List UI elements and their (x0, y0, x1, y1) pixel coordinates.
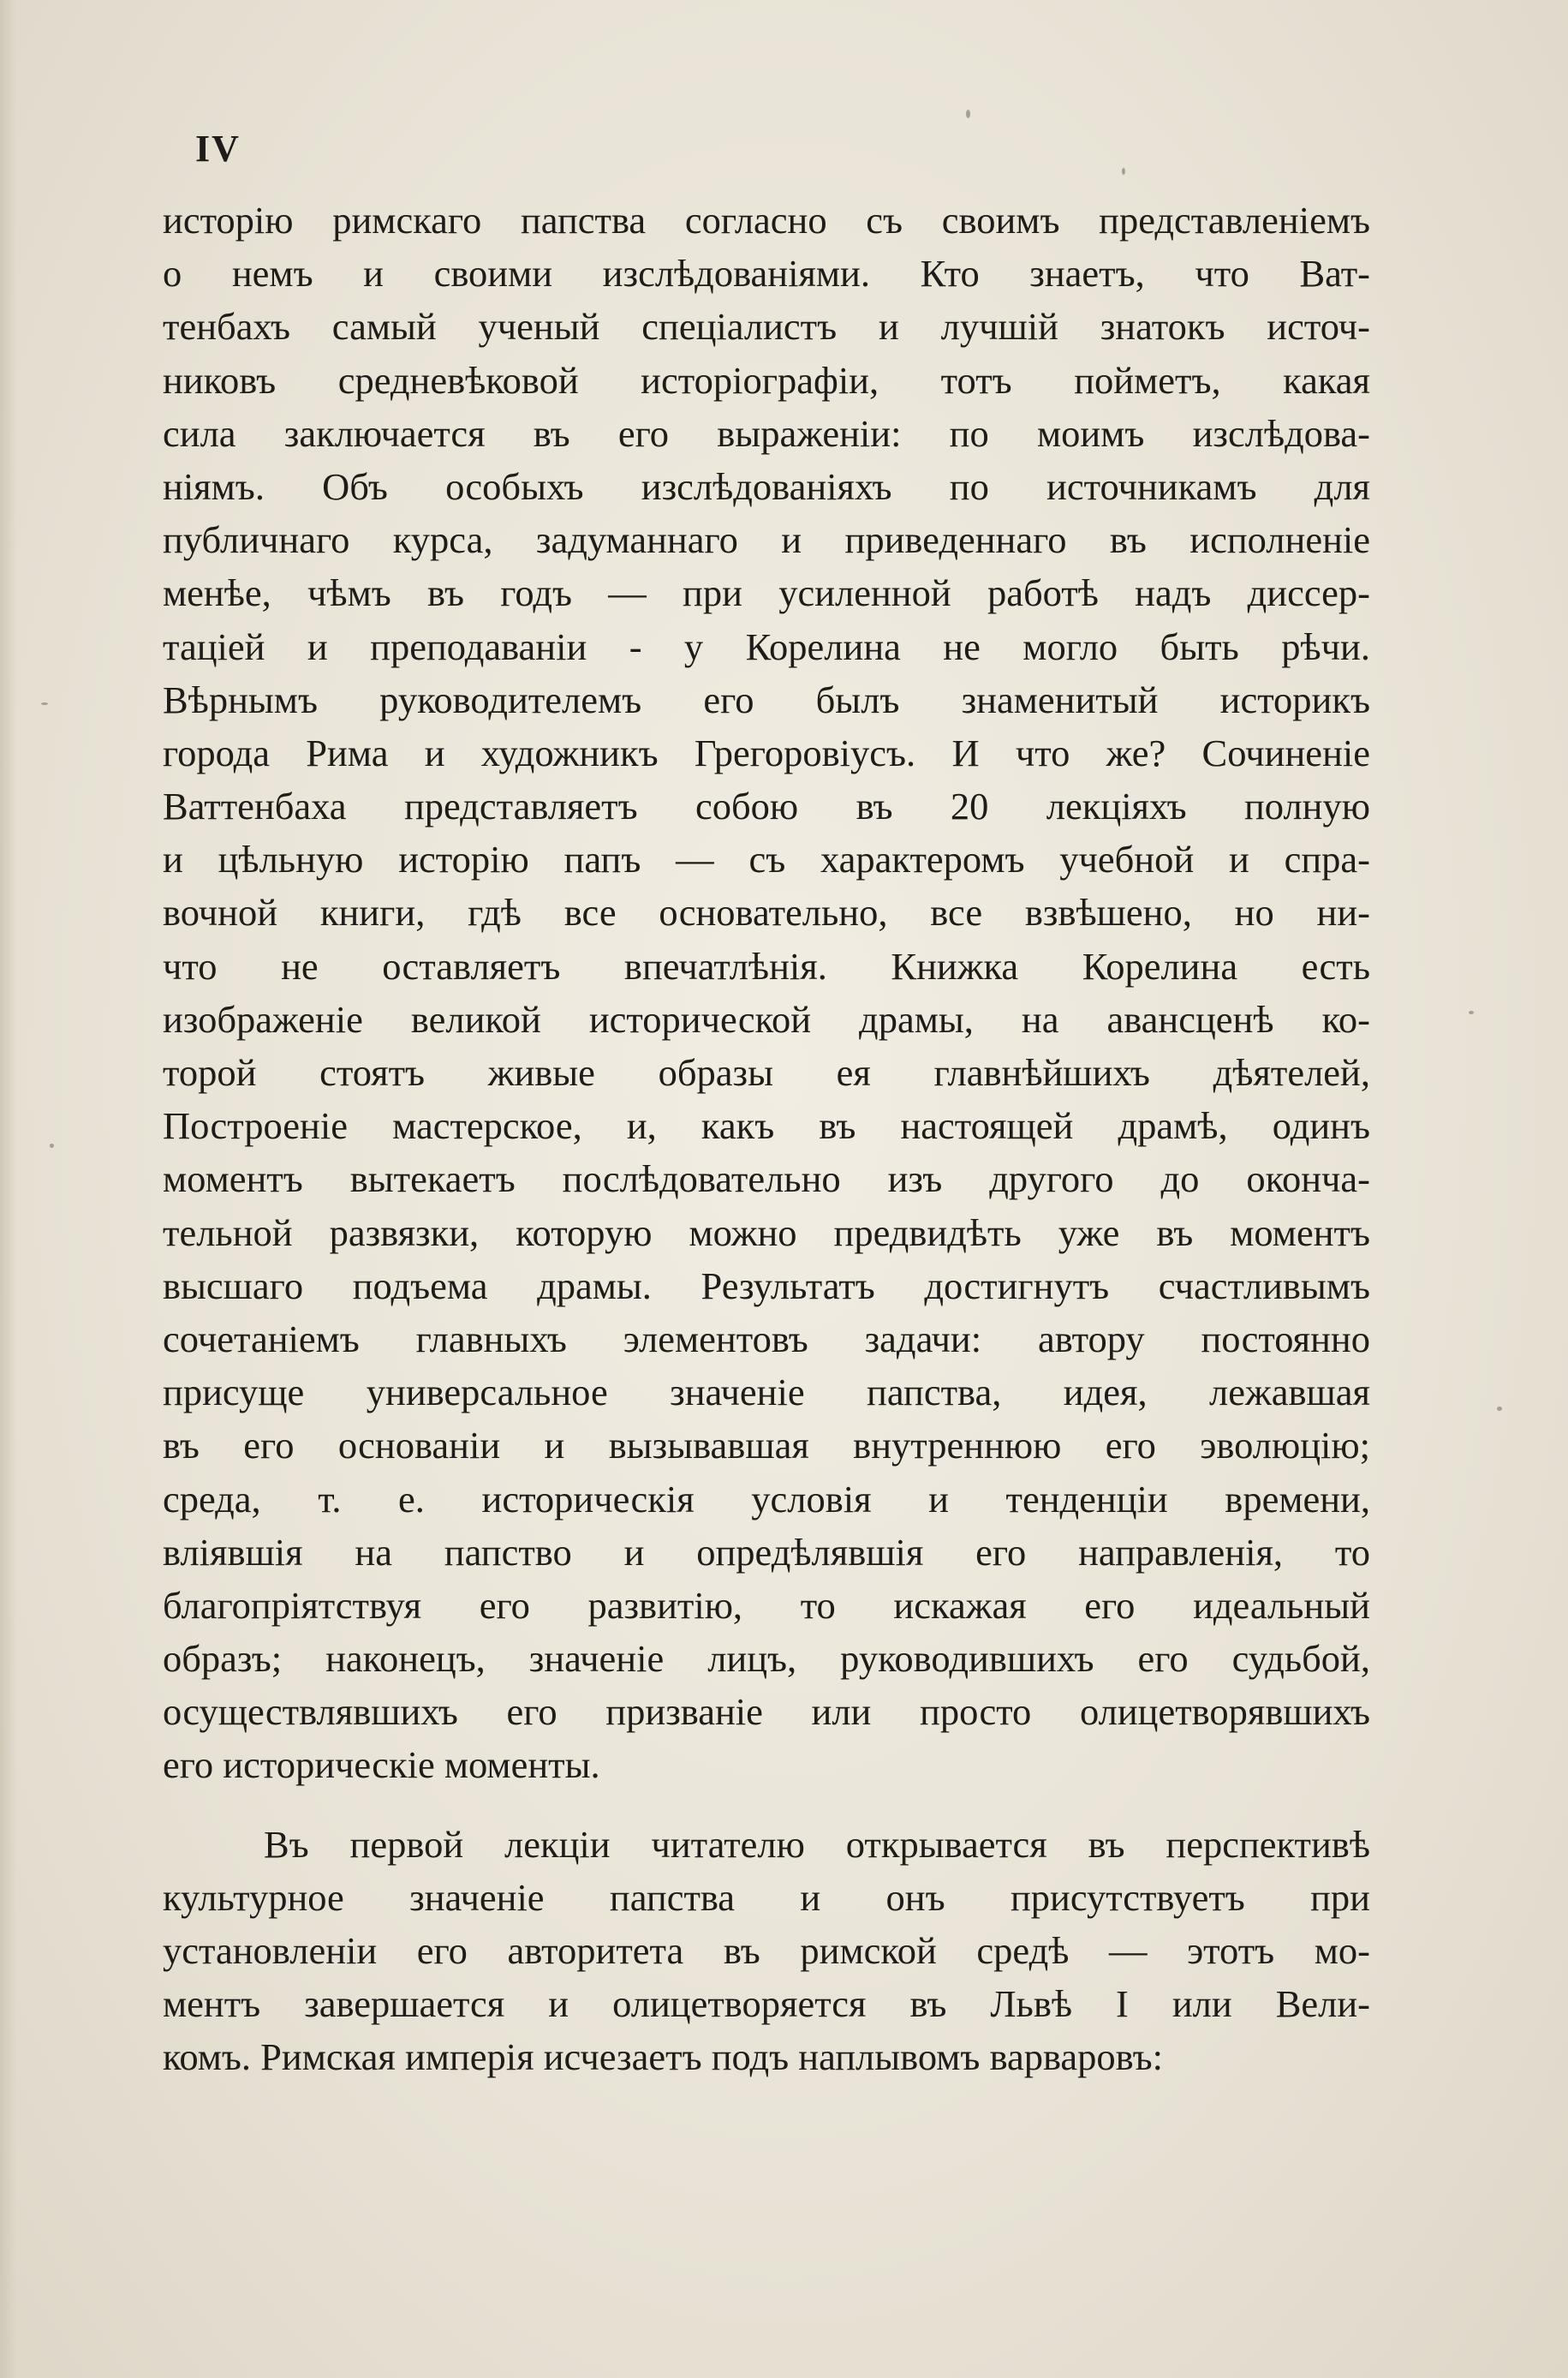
text-line: ніямъ. Объ особыхъ изслѣдованіяхъ по источникамъ для (163, 464, 1370, 508)
scan-speck (1497, 1407, 1502, 1411)
text-line: культурное значеніе папства и онъ присутствуетъ при (163, 1875, 1370, 1919)
text-line: въ его основаніи и вызывавшая внутреннюю его эволюцію; (163, 1424, 1370, 1467)
text-line: изображеніе великой исторической драмы, на авансценѣ ко- (163, 997, 1370, 1041)
scan-speck (41, 702, 48, 705)
text-line: и цѣльную исторію папъ — съ характеромъ учебной и спра- (163, 838, 1370, 881)
text-line: вліявшія на папство и опредѣлявшія его направленія, то (163, 1530, 1370, 1574)
text-line: исторію римскаго папства согласно съ своимъ представленіемъ (163, 199, 1370, 242)
text-line: присуще универсальное значеніе папства, идея, лежавшая (163, 1371, 1370, 1414)
text-line: тельной развязки, которую можно предвидѣть уже въ моментъ (163, 1210, 1370, 1254)
text-line: Вѣрнымъ руководителемъ его былъ знаменитый историкъ (163, 678, 1370, 721)
text-line: что не оставляетъ впечатлѣнія. Книжка Корелина есть (163, 944, 1370, 988)
text-line: Построеніе мастерское, и, какъ въ настоящей драмѣ, одинъ (163, 1104, 1370, 1148)
text-line: высшаго подъема драмы. Результатъ достигнутъ счастливымъ (163, 1264, 1370, 1307)
text-line: вочной книги, гдѣ все основательно, все взвѣшено, но ни- (163, 891, 1370, 935)
body-text (163, 194, 1370, 2084)
text-line: Ваттенбаха представляетъ собою въ 20 лекціяхъ полную (163, 785, 1370, 828)
text-line: моментъ вытекаетъ послѣдовательно изъ другого до оконча- (163, 1157, 1370, 1201)
text-line: никовъ средневѣковой исторіографіи, тотъ пойметъ, какая (163, 358, 1370, 402)
text-line: тенбахъ самый ученый спеціалистъ и лучшій знатокъ источ- (163, 305, 1370, 349)
text-line: комъ. Римская имперія исчезаетъ подъ наплывомъ варваровъ: (163, 2035, 1163, 2079)
text-line: менѣе, чѣмъ въ годъ — при усиленной работѣ надъ диссер- (163, 571, 1370, 615)
paragraph-gap (163, 1792, 1370, 1818)
text-line: его историческіе моменты. (163, 1743, 600, 1787)
text-line: осуществлявшихъ его призваніе или просто олицетворявшихъ (163, 1690, 1370, 1734)
scan-speck (1469, 1011, 1474, 1014)
text-line: сочетаніемъ главныхъ элементовъ задачи: автору постоянно (163, 1317, 1370, 1360)
text-line: образъ; наконецъ, значеніе лицъ, руководившихъ его судьбой, (163, 1637, 1370, 1681)
text-line: о немъ и своими изслѣдованіями. Кто знаетъ, что Ват- (163, 252, 1370, 296)
page-number: IV (195, 128, 241, 170)
text-line: установленіи его авторитета въ римской средѣ — этотъ мо- (163, 1929, 1370, 1972)
text-line: публичнаго курса, задуманнаго и приведеннаго въ исполненіе (163, 518, 1370, 562)
scan-speck (50, 1144, 54, 1148)
text-line: ментъ завершается и олицетворяется въ Львѣ I или Вели- (163, 1982, 1370, 2026)
scan-speck (1122, 168, 1125, 175)
paragraph-1 (163, 194, 1370, 1792)
text-line: среда, т. е. историческія условія и тенденціи времени, (163, 1477, 1370, 1521)
text-line: благопріятствуя его развитію, то искажая его идеальный (163, 1583, 1370, 1627)
text-line: сила заключается въ его выраженіи: по моимъ изслѣдова- (163, 411, 1370, 455)
page-edge-shadow (0, 0, 17, 2378)
text-line: торой стоятъ живые образы ея главнѣйшихъ дѣятелей, (163, 1051, 1370, 1094)
text-line: таціей и преподаваніи - у Корелина не могло быть рѣчи. (163, 624, 1370, 668)
text-line: города Рима и художникъ Грегоровіусъ. И что же? Сочиненіе (163, 731, 1370, 774)
scan-speck (966, 110, 970, 118)
text-line: Въ первой лекціи читателю открывается въ перспективѣ (264, 1822, 1370, 1866)
paragraph-2 (163, 1818, 1370, 2084)
